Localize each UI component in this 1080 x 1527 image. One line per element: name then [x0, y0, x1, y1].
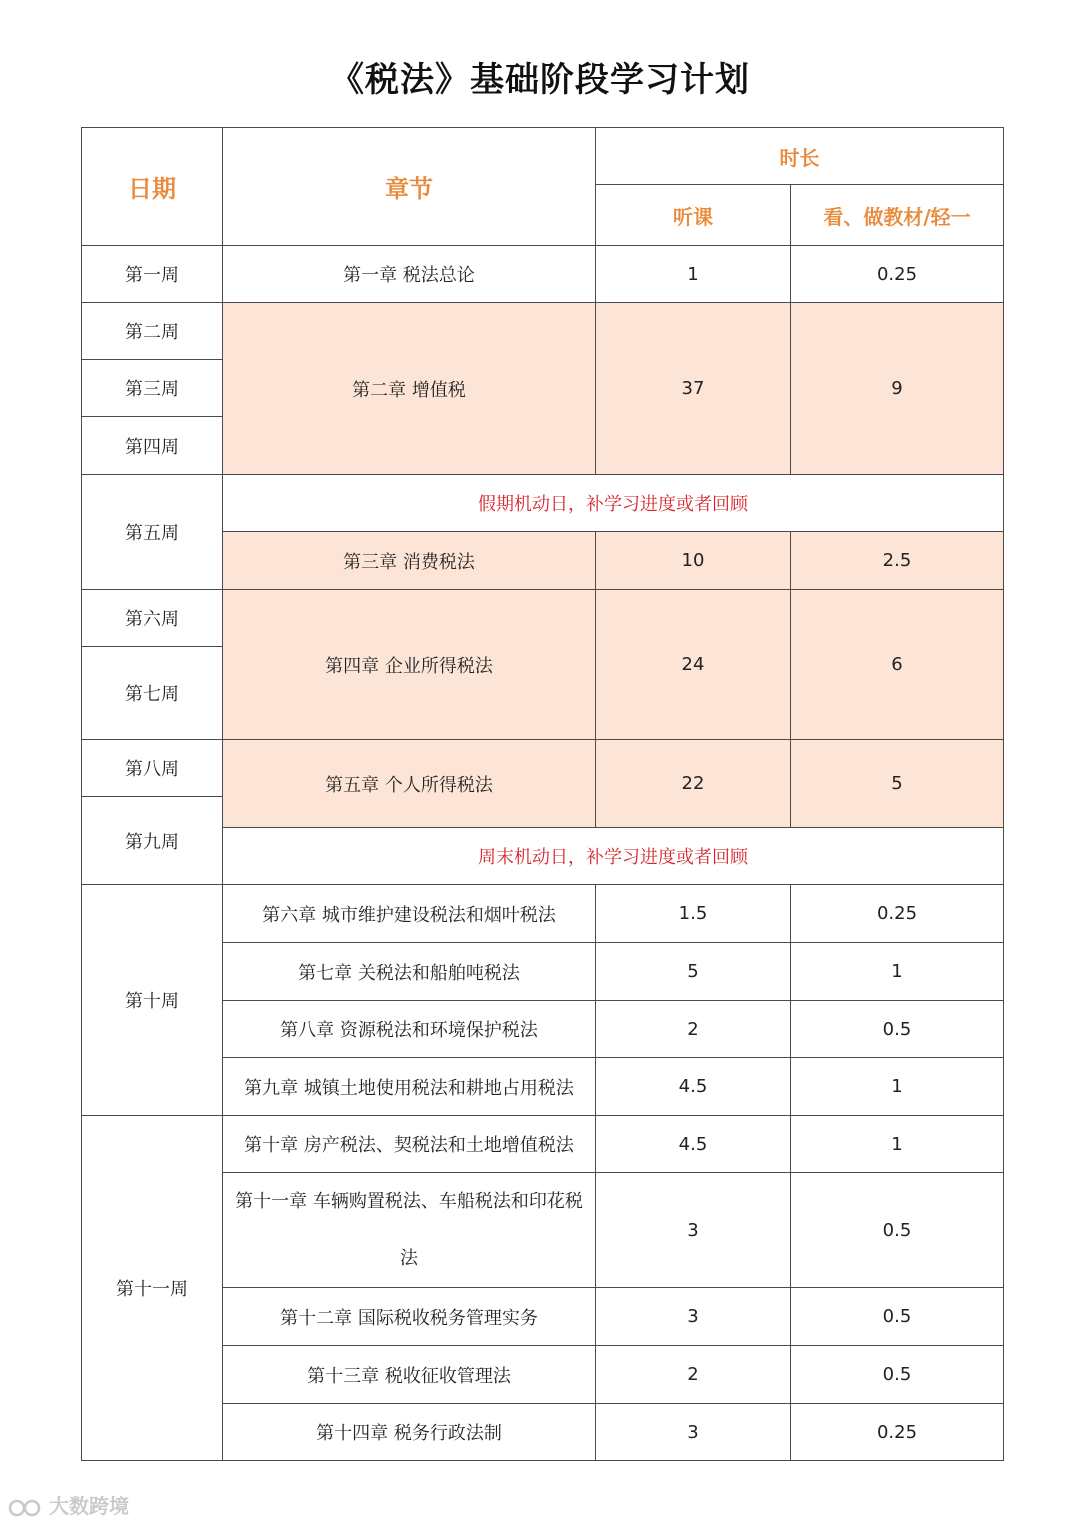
header-chapter: 章节	[223, 128, 596, 246]
study-hours: 5	[791, 740, 1004, 828]
study-hours: 0.5	[791, 1001, 1004, 1058]
lecture-hours: 3	[596, 1288, 791, 1346]
week-cell: 第十周	[82, 885, 223, 1116]
study-hours: 6	[791, 590, 1004, 740]
week-cell: 第十一周	[82, 1116, 223, 1461]
chapter-cell: 第十一章 车辆购置税法、车船税法和印花税法	[223, 1173, 596, 1288]
chapter-cell: 第十四章 税务行政法制	[223, 1404, 596, 1461]
chapter-cell: 第八章 资源税法和环境保护税法	[223, 1001, 596, 1058]
week-cell: 第四周	[82, 417, 223, 475]
header-study: 看、做教材/轻一	[791, 185, 1004, 246]
study-hours: 1	[791, 1116, 1004, 1173]
week-cell: 第三周	[82, 360, 223, 417]
week-cell: 第二周	[82, 303, 223, 360]
study-hours: 2.5	[791, 532, 1004, 590]
brand-logo-icon	[8, 1497, 42, 1519]
lecture-hours: 2	[596, 1001, 791, 1058]
header-duration: 时长	[596, 128, 1004, 185]
chapter-cell: 第十二章 国际税收税务管理实务	[223, 1288, 596, 1346]
lecture-hours: 10	[596, 532, 791, 590]
chapter-cell: 第十章 房产税法、契税法和土地增值税法	[223, 1116, 596, 1173]
study-hours: 0.5	[791, 1173, 1004, 1288]
header-date: 日期	[82, 128, 223, 246]
watermark-text: 大数跨境	[48, 1494, 129, 1518]
study-hours: 1	[791, 1058, 1004, 1116]
study-hours: 0.25	[791, 1404, 1004, 1461]
week-cell: 第六周	[82, 590, 223, 647]
lecture-hours: 3	[596, 1173, 791, 1288]
chapter-cell: 第二章 增值税	[223, 303, 596, 475]
chapter-cell: 第一章 税法总论	[223, 246, 596, 303]
chapter-cell: 第三章 消费税法	[223, 532, 596, 590]
lecture-hours: 37	[596, 303, 791, 475]
flex-day-note: 周末机动日，补学习进度或者回顾	[223, 828, 1004, 885]
study-hours: 0.25	[791, 246, 1004, 303]
lecture-hours: 3	[596, 1404, 791, 1461]
week-cell: 第八周	[82, 740, 223, 797]
watermark	[8, 1490, 129, 1519]
study-hours: 9	[791, 303, 1004, 475]
header-lecture: 听课	[596, 185, 791, 246]
chapter-cell: 第六章 城市维护建设税法和烟叶税法	[223, 885, 596, 943]
study-hours: 0.25	[791, 885, 1004, 943]
week-cell: 第七周	[82, 647, 223, 740]
study-hours: 0.5	[791, 1346, 1004, 1404]
week-cell: 第九周	[82, 797, 223, 885]
study-hours: 0.5	[791, 1288, 1004, 1346]
study-plan-table	[81, 127, 1004, 1461]
study-plan-table-wrap	[81, 127, 1003, 1461]
lecture-hours: 1.5	[596, 885, 791, 943]
chapter-cell: 第五章 个人所得税法	[223, 740, 596, 828]
chapter-cell: 第九章 城镇土地使用税法和耕地占用税法	[223, 1058, 596, 1116]
chapter-cell: 第七章 关税法和船舶吨税法	[223, 943, 596, 1001]
lecture-hours: 24	[596, 590, 791, 740]
chapter-cell: 第四章 企业所得税法	[223, 590, 596, 740]
week-cell: 第五周	[82, 475, 223, 590]
study-hours: 1	[791, 943, 1004, 1001]
chapter-cell: 第十三章 税收征收管理法	[223, 1346, 596, 1404]
lecture-hours: 2	[596, 1346, 791, 1404]
page-title: 《税法》基础阶段学习计划	[330, 60, 750, 100]
lecture-hours: 5	[596, 943, 791, 1001]
week-cell: 第一周	[82, 246, 223, 303]
flex-day-note: 假期机动日，补学习进度或者回顾	[223, 475, 1004, 532]
lecture-hours: 1	[596, 246, 791, 303]
lecture-hours: 4.5	[596, 1116, 791, 1173]
lecture-hours: 4.5	[596, 1058, 791, 1116]
lecture-hours: 22	[596, 740, 791, 828]
